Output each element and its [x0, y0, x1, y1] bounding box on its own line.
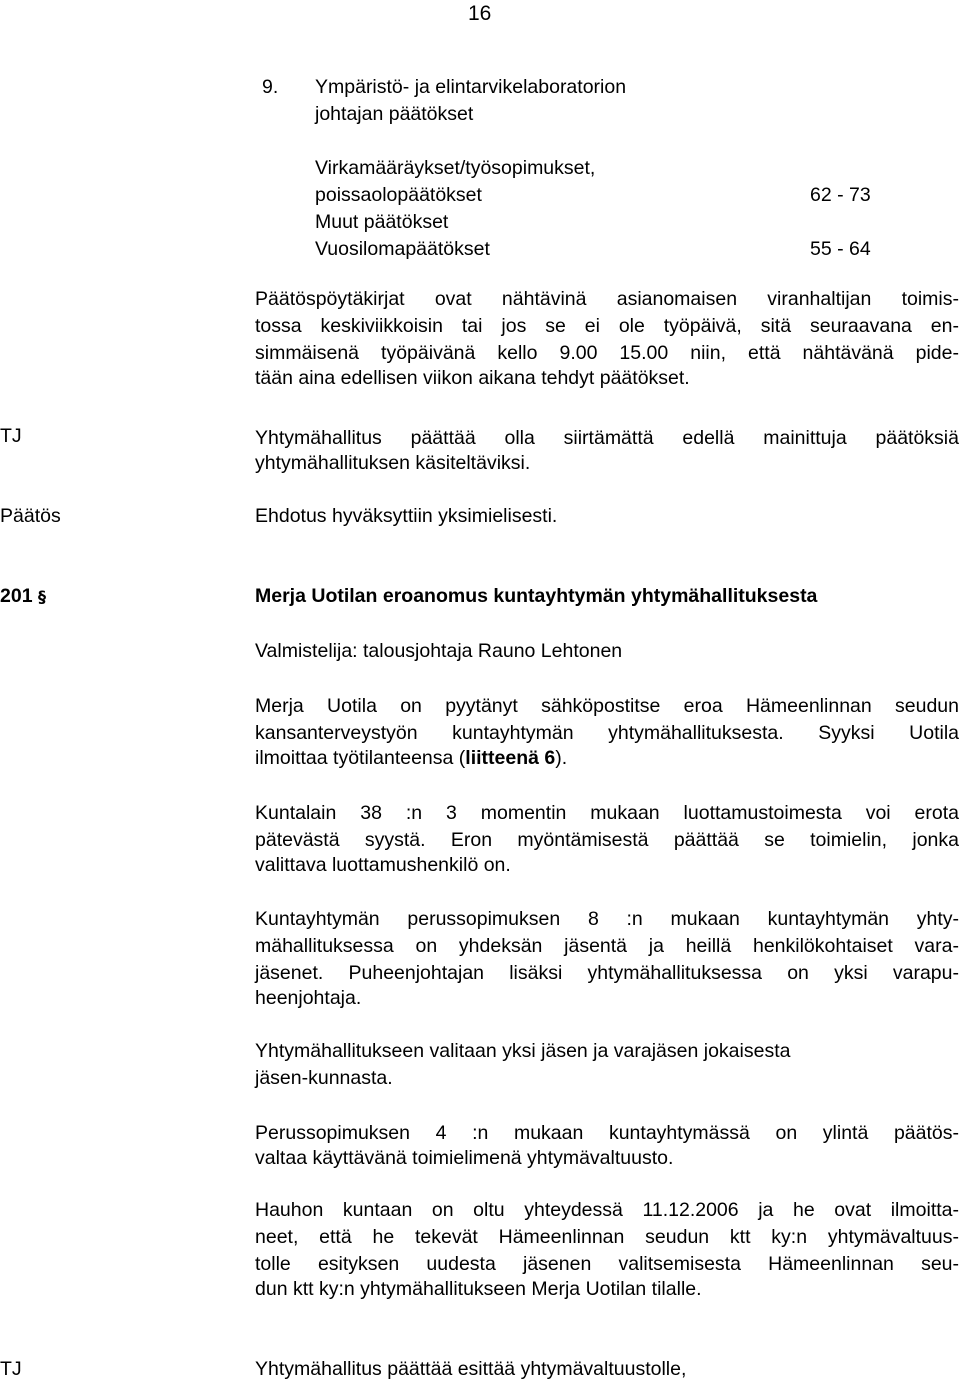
paragraph-line: kansanterveystyön kuntayhtymän yhtymähallituksesta. Syyksi Uotila	[255, 722, 959, 744]
paragraph-line: mähallituksessa on yhdeksän jäsentä ja heillä henkilökohtaiset vara-	[255, 935, 959, 957]
paragraph-line: Perussopimuksen 4 :n mukaan kuntayhtymässä on ylintä päätös-	[255, 1122, 959, 1144]
paragraph-line: Kuntayhtymän perussopimuksen 8 :n mukaan kuntayhtymän yhty-	[255, 908, 959, 930]
paragraph-line: valittava luottamushenkilö on.	[255, 854, 511, 876]
text-run: ilmoittaa työtilanteensa (	[255, 747, 466, 769]
proposal-line: yhtymähallituksen käsiteltäviksi.	[255, 452, 531, 474]
paragraph-line: tolle esityksen uudesta jäsenen valitsemisesta Hämeenlinnan seu-	[255, 1253, 959, 1275]
decision-type-label: Virkamääräykset/työsopimukset,	[315, 157, 596, 179]
decision-type-label: Vuosilomapäätökset	[315, 238, 490, 260]
paragraph-line: Yhtymähallitukseen valitaan yksi jäsen ja varajäsen jokaisesta	[255, 1040, 791, 1062]
paragraph-line: Päätöspöytäkirjat ovat nähtävinä asianomaisen viranhaltijan toimis-	[255, 288, 959, 310]
section-number	[0, 585, 46, 608]
item-9-number: 9.	[262, 76, 279, 98]
decision-text: Ehdotus hyväksyttiin yksimielisesti.	[255, 505, 558, 527]
decision-label: Päätös	[0, 505, 61, 527]
paragraph-line: simmäisenä työpäivänä kello 9.00 15.00 niin, että nähtävänä pide-	[255, 342, 959, 364]
paragraph-line: Kuntalain 38 :n 3 momentin mukaan luottamustoimesta voi erota	[255, 802, 959, 824]
section-title: Merja Uotilan eroanomus kuntayhtymän yhtymähallituksesta	[255, 585, 818, 607]
page-number: 16	[468, 2, 492, 25]
section-number-value: 201	[0, 585, 33, 607]
section-sign: §	[37, 587, 46, 606]
paragraph-line: neet, että he tekevät Hämeenlinnan seudun ktt ky:n yhtymävaltuus-	[255, 1226, 959, 1248]
paragraph-line: jäsenet. Puheenjohtajan lisäksi yhtymähallituksessa on yksi varapu-	[255, 962, 959, 984]
tj-label: TJ	[0, 425, 22, 447]
paragraph-line	[255, 747, 567, 770]
decision-number-range: 62 - 73	[810, 184, 871, 206]
paragraph-line: Merja Uotila on pyytänyt sähköpostitse eroa Hämeenlinnan seudun	[255, 695, 959, 717]
paragraph-line: jäsen-kunnasta.	[255, 1067, 393, 1089]
tj-label: TJ	[0, 1358, 22, 1380]
preparer-line: Valmistelija: talousjohtaja Rauno Lehtonen	[255, 640, 623, 662]
paragraph-line: tään aina edellisen viikon aikana tehdyt päätökset.	[255, 367, 690, 389]
paragraph-line: dun ktt ky:n yhtymähallitukseen Merja Uotilan tilalle.	[255, 1278, 702, 1300]
paragraph-line: tossa keskiviikkoisin tai jos se ei ole työpäivä, sitä seuraavana en-	[255, 315, 959, 337]
proposal-line: Yhtymähallitus päättää olla siirtämättä edellä mainittuja päätöksiä	[255, 427, 959, 449]
paragraph-line: heenjohtaja.	[255, 987, 362, 1009]
paragraph-line: valtaa käyttävänä toimielimenä yhtymävaltuusto.	[255, 1147, 674, 1169]
paragraph-line: Hauhon kuntaan on oltu yhteydessä 11.12.2006 ja he ovat ilmoitta-	[255, 1199, 959, 1221]
decision-type-label: Muut päätökset	[315, 211, 449, 233]
proposal-line: Yhtymähallitus päättää esittää yhtymävaltuustolle,	[255, 1358, 687, 1380]
text-run: ).	[555, 747, 568, 769]
attachment-reference: liitteenä 6	[465, 747, 556, 769]
item-9-title-line-2: johtajan päätökset	[315, 103, 474, 125]
decision-number-range: 55 - 64	[810, 238, 871, 260]
paragraph-line: pätevästä syystä. Eron myöntämisestä päättää se toimielin, jonka	[255, 829, 959, 851]
decision-type-label: poissaolopäätökset	[315, 184, 482, 206]
item-9-title-line-1: Ympäristö- ja elintarvikelaboratorion	[315, 76, 627, 98]
